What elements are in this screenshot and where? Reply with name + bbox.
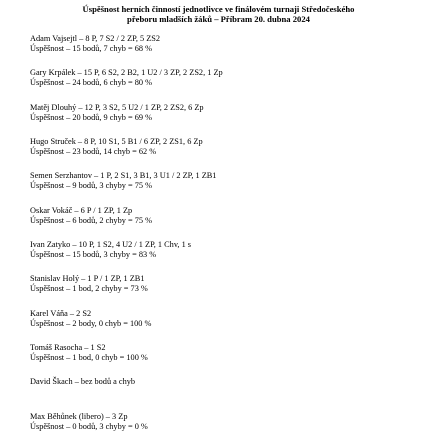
player-stats-line: Hugo Struček – 8 P, 10 S1, 5 B1 / 6 ZP, 2 ZS1, 6 Zp [30, 137, 203, 147]
player-stats-line: David Škach – bez bodů a chyb [30, 377, 136, 387]
document-title-line-1: Úspěšnost herních činností jednotlivce ve finálovém turnaji Středočeského [82, 4, 355, 14]
player-success-line: Úspěšnost – 1 bod, 2 chyby = 73 % [30, 284, 148, 294]
player-success-line: Úspěšnost – 20 bodů, 9 chyb = 69 % [30, 112, 152, 122]
player-stats-line: Tomáš Rasocha – 1 S2 [30, 343, 106, 353]
player-stats-line: Adam Vajsejtl – 8 P, 7 S2 / 2 ZP, 5 ZS2 [30, 34, 161, 43]
player-entry [30, 206, 430, 236]
player-success-line: Úspěšnost – 6 bodů, 2 chyby = 75 % [30, 215, 152, 225]
player-stats-line: Max Běhůnek (libero) – 3 Zp [30, 411, 128, 421]
player-stats-line: Semen Serzhantov – 1 P, 2 S1, 3 B1, 3 U1 / 2 ZP, 1 ZB1 [30, 171, 217, 181]
player-success-line: Úspěšnost – 15 bodů, 7 chyb = 68 % [30, 44, 152, 53]
player-entry [30, 68, 430, 98]
player-stats-list [30, 34, 430, 446]
player-success-line: Úspěšnost – 1 bod, 0 chyb = 100 % [30, 353, 148, 363]
player-stats-line: Matěj Dlouhý – 12 P, 3 S2, 5 U2 / 1 ZP, 2 ZS2, 6 Zp [30, 102, 204, 112]
player-entry [30, 34, 430, 64]
player-success-line: Úspěšnost – 23 bodů, 14 chyb = 62 % [30, 147, 157, 157]
player-entry [30, 137, 430, 167]
player-success-line: Úspěšnost – 9 bodů, 3 chyby = 75 % [30, 181, 152, 191]
player-success-line: Úspěšnost – 15 bodů, 3 chyby = 83 % [30, 250, 157, 260]
player-stats-line: Gary Krpálek – 15 P, 6 S2, 2 B2, 1 U2 / 3 ZP, 2 ZS2, 1 Zp [30, 68, 223, 78]
player-entry [30, 309, 430, 339]
document-title-line-2: přeboru mladších žáků – Příbram 20. dubna 2024 [127, 14, 310, 24]
player-stats-line: Ivan Zatyko – 10 P, 1 S2, 4 U2 / 1 ZP, 1 Chv, 1 s [30, 240, 192, 250]
player-entry [30, 103, 430, 133]
player-entry [30, 412, 430, 442]
player-stats-line: Oskar Vokáč – 6 P / 1 ZP, 1 Zp [30, 205, 133, 215]
player-success-line: Úspěšnost – 24 bodů, 6 chyb = 80 % [30, 78, 152, 88]
player-success-line: Úspěšnost – 2 body, 0 chyb = 100 % [30, 318, 152, 328]
player-entry [30, 240, 430, 270]
player-stats-line: Stanislav Holý – 1 P / 1 ZP, 1 ZB1 [30, 274, 145, 284]
player-stats-line: Karel Váňa – 2 S2 [30, 308, 92, 318]
player-entry [30, 171, 430, 201]
player-entry [30, 377, 430, 407]
player-entry [30, 274, 430, 304]
player-entry [30, 343, 430, 373]
player-success-line: Úspěšnost – 0 bodů, 3 chyby = 0 % [30, 421, 148, 431]
